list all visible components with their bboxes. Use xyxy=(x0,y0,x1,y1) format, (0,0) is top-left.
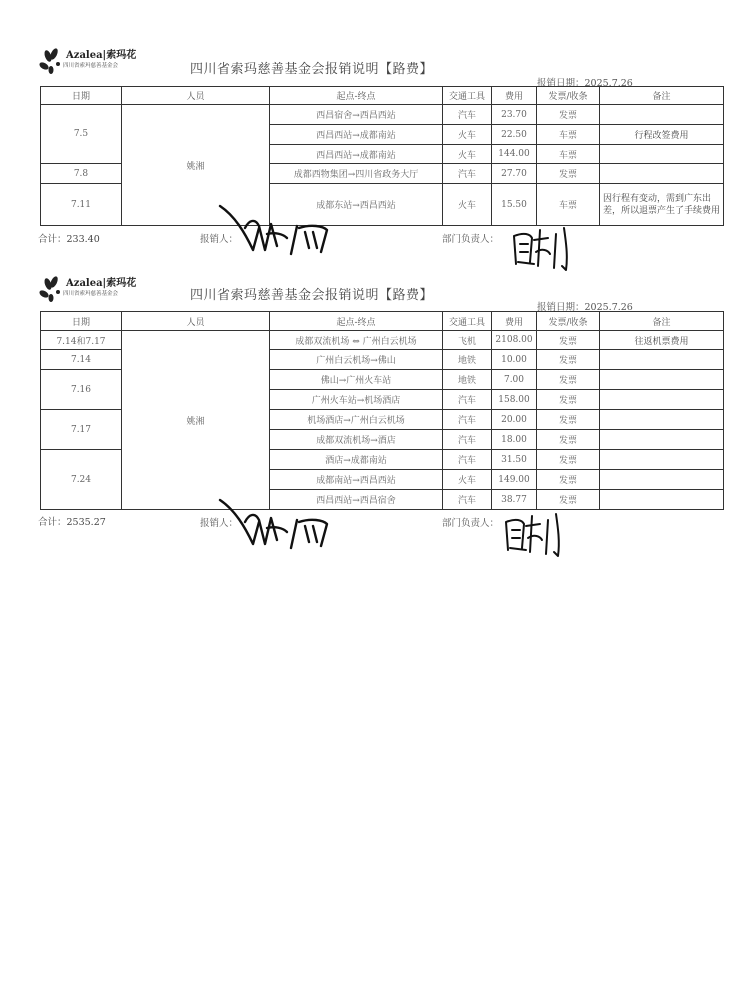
note-cell: 往返机票费用 xyxy=(600,331,724,350)
dept-head-label: 部门负责人： xyxy=(442,518,500,529)
cost-cell: 38.77 xyxy=(492,490,537,510)
note-cell xyxy=(600,164,724,184)
date-cell: 7.14 xyxy=(41,350,122,370)
date-cell: 7.16 xyxy=(41,370,122,410)
vehicle-cell: 汽车 xyxy=(443,164,492,184)
header-receipt: 发票/收条 xyxy=(537,87,600,105)
receipt-cell: 发票 xyxy=(537,430,600,450)
vehicle-cell: 地铁 xyxy=(443,370,492,390)
table-header-row xyxy=(41,87,724,105)
dept-head-signature xyxy=(500,508,575,560)
route-cell: 广州白云机场→佛山 xyxy=(270,350,443,370)
reimburser-signature xyxy=(215,492,350,552)
cost-cell: 20.00 xyxy=(492,410,537,430)
route-cell: 酒店→成都南站 xyxy=(270,450,443,470)
total-amount: 合计：233.40 xyxy=(38,234,100,245)
person-cell: 姚湘 xyxy=(122,105,270,226)
header-note: 备注 xyxy=(600,87,724,105)
receipt-cell: 发票 xyxy=(537,470,600,490)
logo-name: Azalea|索玛花 xyxy=(66,278,137,289)
cost-cell: 23.70 xyxy=(492,105,537,125)
route-cell: 广州火车站→机场酒店 xyxy=(270,390,443,410)
route-cell: 机场酒店→广州白云机场 xyxy=(270,410,443,430)
azalea-flower-icon xyxy=(38,44,66,78)
cost-cell: 149.00 xyxy=(492,470,537,490)
note-cell: 行程改签费用 xyxy=(600,125,724,145)
date-cell: 7.5 xyxy=(41,105,122,164)
header-route: 起点-终点 xyxy=(270,312,443,331)
azalea-flower-icon xyxy=(38,272,66,306)
cost-cell: 7.00 xyxy=(492,370,537,390)
date-cell: 7.24 xyxy=(41,450,122,510)
receipt-cell: 车票 xyxy=(537,125,600,145)
dept-head-signature xyxy=(508,222,583,274)
cost-cell: 144.00 xyxy=(492,145,537,164)
table-row xyxy=(41,331,724,350)
reimburser-label: 报销人： xyxy=(200,234,239,245)
vehicle-cell: 汽车 xyxy=(443,490,492,510)
note-cell xyxy=(600,145,724,164)
expense-table xyxy=(40,311,724,510)
dept-head-label: 部门负责人： xyxy=(442,234,500,245)
vehicle-cell: 汽车 xyxy=(443,390,492,410)
route-cell: 成都东站→西昌西站 xyxy=(270,184,443,226)
route-cell: 西昌宿舍→西昌西站 xyxy=(270,105,443,125)
receipt-cell: 发票 xyxy=(537,370,600,390)
azalea-logo xyxy=(38,272,137,308)
table-row xyxy=(41,105,724,125)
vehicle-cell: 火车 xyxy=(443,125,492,145)
route-cell: 成都南站→西昌西站 xyxy=(270,470,443,490)
header-date: 日期 xyxy=(41,312,122,331)
receipt-cell: 车票 xyxy=(537,145,600,164)
vehicle-cell: 地铁 xyxy=(443,350,492,370)
logo-name: Azalea|索玛花 xyxy=(66,50,137,61)
expense-table xyxy=(40,86,724,226)
header-vehicle: 交通工具 xyxy=(443,312,492,331)
header-cost: 费用 xyxy=(492,87,537,105)
person-cell: 姚湘 xyxy=(122,331,270,510)
header-person: 人员 xyxy=(122,312,270,331)
date-cell: 7.17 xyxy=(41,410,122,450)
cost-cell: 158.00 xyxy=(492,390,537,410)
date-cell: 7.11 xyxy=(41,184,122,226)
receipt-cell: 发票 xyxy=(537,450,600,470)
vehicle-cell: 汽车 xyxy=(443,430,492,450)
route-cell: 西昌西站→成都南站 xyxy=(270,145,443,164)
cost-cell: 15.50 xyxy=(492,184,537,226)
header-date: 日期 xyxy=(41,87,122,105)
receipt-cell: 发票 xyxy=(537,350,600,370)
note-cell xyxy=(600,430,724,450)
receipt-cell: 发票 xyxy=(537,105,600,125)
date-cell: 7.14和7.17 xyxy=(41,331,122,350)
cost-cell: 22.50 xyxy=(492,125,537,145)
reimbursement-date: 报销日期：2025.7.26 xyxy=(537,302,633,313)
route-cell: 西昌西站→西昌宿舍 xyxy=(270,490,443,510)
vehicle-cell: 汽车 xyxy=(443,410,492,430)
header-person: 人员 xyxy=(122,87,270,105)
form-title: 四川省索玛慈善基金会报销说明【路费】 xyxy=(190,288,434,303)
vehicle-cell: 火车 xyxy=(443,184,492,226)
vehicle-cell: 火车 xyxy=(443,470,492,490)
vehicle-cell: 汽车 xyxy=(443,105,492,125)
vehicle-cell: 飞机 xyxy=(443,331,492,350)
header-note: 备注 xyxy=(600,312,724,331)
route-cell: 西昌西站→成都南站 xyxy=(270,125,443,145)
header-receipt: 发票/收条 xyxy=(537,312,600,331)
cost-cell: 18.00 xyxy=(492,430,537,450)
note-cell xyxy=(600,390,724,410)
total-amount: 合计：2535.27 xyxy=(38,517,106,528)
header-route: 起点-终点 xyxy=(270,87,443,105)
route-cell: 成都双流机场→酒店 xyxy=(270,430,443,450)
reimbursement-date: 报销日期：2025.7.26 xyxy=(537,78,633,89)
route-cell: 佛山→广州火车站 xyxy=(270,370,443,390)
receipt-cell: 发票 xyxy=(537,331,600,350)
receipt-cell: 发票 xyxy=(537,164,600,184)
logo-subtitle: 四川省索玛慈善基金会 xyxy=(63,291,119,297)
note-cell xyxy=(600,470,724,490)
receipt-cell: 车票 xyxy=(537,184,600,226)
header-vehicle: 交通工具 xyxy=(443,87,492,105)
note-cell xyxy=(600,105,724,125)
receipt-cell: 发票 xyxy=(537,390,600,410)
note-cell: 因行程有变动，需到广东出差，所以退票产生了手续费用 xyxy=(600,184,724,226)
vehicle-cell: 汽车 xyxy=(443,450,492,470)
cost-cell: 10.00 xyxy=(492,350,537,370)
note-cell xyxy=(600,370,724,390)
note-cell xyxy=(600,450,724,470)
table-header-row xyxy=(41,312,724,331)
cost-cell: 2108.00 xyxy=(492,331,537,350)
note-cell xyxy=(600,350,724,370)
vehicle-cell: 火车 xyxy=(443,145,492,164)
date-cell: 7.8 xyxy=(41,164,122,184)
receipt-cell: 发票 xyxy=(537,410,600,430)
receipt-cell: 发票 xyxy=(537,490,600,510)
route-cell: 成都西物集团→四川省政务大厅 xyxy=(270,164,443,184)
cost-cell: 31.50 xyxy=(492,450,537,470)
note-cell xyxy=(600,490,724,510)
route-cell: 成都双流机场 ⇔ 广州白云机场 xyxy=(270,331,443,350)
reimburser-signature xyxy=(215,198,350,258)
reimburser-label: 报销人： xyxy=(200,518,239,529)
form-title: 四川省索玛慈善基金会报销说明【路费】 xyxy=(190,62,434,77)
azalea-logo xyxy=(38,44,137,80)
header-cost: 费用 xyxy=(492,312,537,331)
note-cell xyxy=(600,410,724,430)
logo-subtitle: 四川省索玛慈善基金会 xyxy=(63,63,119,69)
cost-cell: 27.70 xyxy=(492,164,537,184)
